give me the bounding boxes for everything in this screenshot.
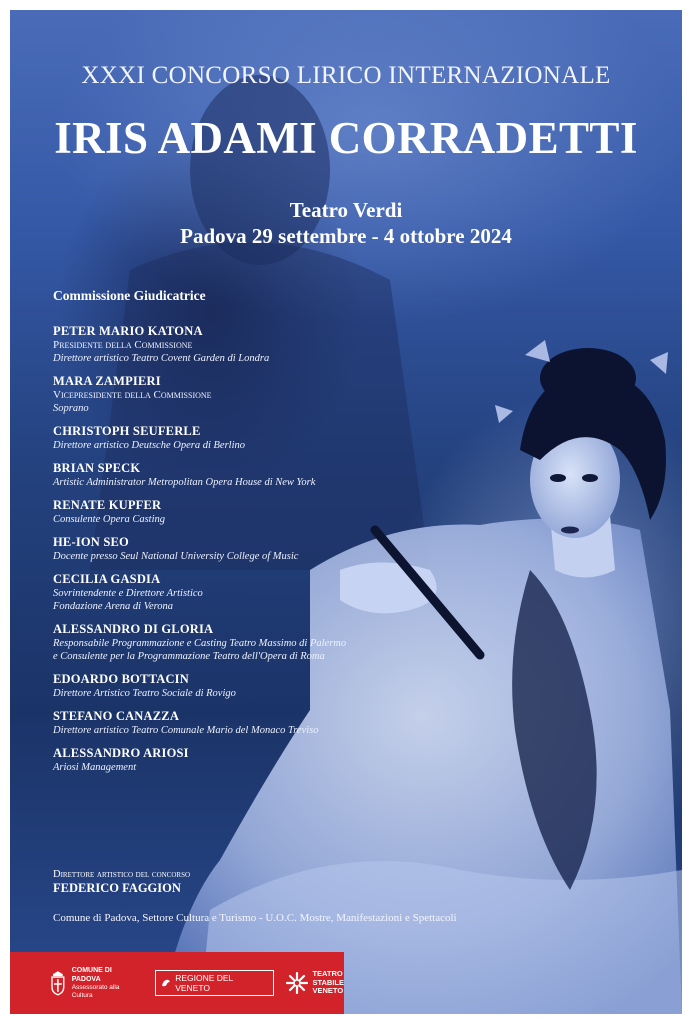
jury-member	[53, 324, 473, 365]
teatro-stabile-veneto-logo	[286, 970, 344, 996]
member-detail: Direttore artistico Deutsche Opera di Berlino	[53, 440, 245, 451]
jury-member	[53, 374, 473, 415]
member-detail: Direttore Artistico Teatro Sociale di Rovigo	[53, 688, 236, 699]
jury-list	[53, 288, 473, 783]
padova-department: Assessorato alla Cultura	[71, 984, 120, 999]
director-name: FEDERICO FAGGION	[53, 881, 181, 895]
member-detail: Soprano	[53, 403, 89, 414]
jury-member	[53, 424, 473, 452]
member-name: HE-ION SEO	[53, 535, 129, 549]
jury-heading: Commissione Giudicatrice	[53, 288, 206, 303]
star-mark-icon	[286, 972, 308, 994]
member-name: CHRISTOPH SEUFERLE	[53, 424, 201, 438]
member-role: Vicepresidente della Commissione	[53, 389, 212, 401]
tsv-line-3: VENETO	[312, 986, 344, 996]
tsv-line-2: STABILE	[312, 977, 344, 987]
member-name: MARA ZAMPIERI	[53, 374, 161, 388]
lion-icon	[161, 978, 171, 988]
member-detail: Responsabile Programmazione e Casting Teatro Massimo di Palermo	[53, 638, 347, 649]
jury-member	[53, 461, 473, 489]
member-detail: Direttore artistico Teatro Comunale Mario del Monaco Treviso	[53, 725, 319, 736]
jury-member	[53, 535, 473, 563]
member-role: Presidente della Commissione	[53, 339, 193, 351]
jury-member	[53, 498, 473, 526]
member-name: CECILIA GASDIA	[53, 572, 161, 586]
padova-crest-icon	[50, 970, 66, 996]
veneto-name: REGIONE DEL VENETO	[175, 973, 233, 993]
member-name: BRIAN SPECK	[53, 461, 141, 475]
member-detail: Direttore artistico Teatro Covent Garden di Londra	[53, 353, 270, 364]
organizer-credit: Comune di Padova, Settore Cultura e Turismo - U.O.C. Mostre, Manifestazioni e Spettacoli	[53, 912, 457, 924]
padova-name: COMUNE DI PADOVA	[71, 967, 112, 983]
member-detail: Ariosi Management	[53, 762, 137, 773]
jury-member	[53, 622, 473, 663]
competition-title: IRIS ADAMI CORRADETTI	[54, 113, 638, 163]
member-name: STEFANO CANAZZA	[53, 709, 180, 723]
member-name: RENATE KUPFER	[53, 498, 162, 512]
member-detail: Artistic Administrator Metropolitan Opera House di New York	[53, 477, 316, 488]
jury-member	[53, 572, 473, 613]
competition-edition: XXXI CONCORSO LIRICO INTERNAZIONALE	[81, 62, 611, 89]
member-name: ALESSANDRO DI GLORIA	[53, 622, 214, 636]
member-detail: Fondazione Arena di Verona	[53, 601, 174, 612]
sponsor-logo-bar	[10, 952, 344, 1014]
tsv-line-1: TEATRO	[312, 969, 343, 979]
member-name: PETER MARIO KATONA	[53, 324, 203, 338]
director-label: Direttore artistico del concorso	[53, 869, 191, 880]
member-name: EDOARDO BOTTACIN	[53, 672, 189, 686]
event-dates: Padova 29 settembre - 4 ottobre 2024	[180, 224, 512, 248]
jury-member	[53, 672, 473, 700]
member-detail: Sovrintendente e Direttore Artistico	[53, 588, 203, 599]
comune-padova-logo	[50, 966, 141, 1000]
poster	[10, 10, 682, 1014]
regione-veneto-logo	[155, 970, 274, 996]
jury-member	[53, 746, 473, 774]
artistic-director	[53, 868, 190, 896]
member-name: ALESSANDRO ARIOSI	[53, 746, 189, 760]
venue: Teatro Verdi	[289, 198, 403, 222]
member-detail: Consulente Opera Casting	[53, 514, 165, 525]
member-detail: Docente presso Seul National University College of Music	[53, 551, 299, 562]
jury-member	[53, 709, 473, 737]
member-detail: e Consulente per la Programmazione Teatro dell'Opera di Roma	[53, 651, 325, 662]
